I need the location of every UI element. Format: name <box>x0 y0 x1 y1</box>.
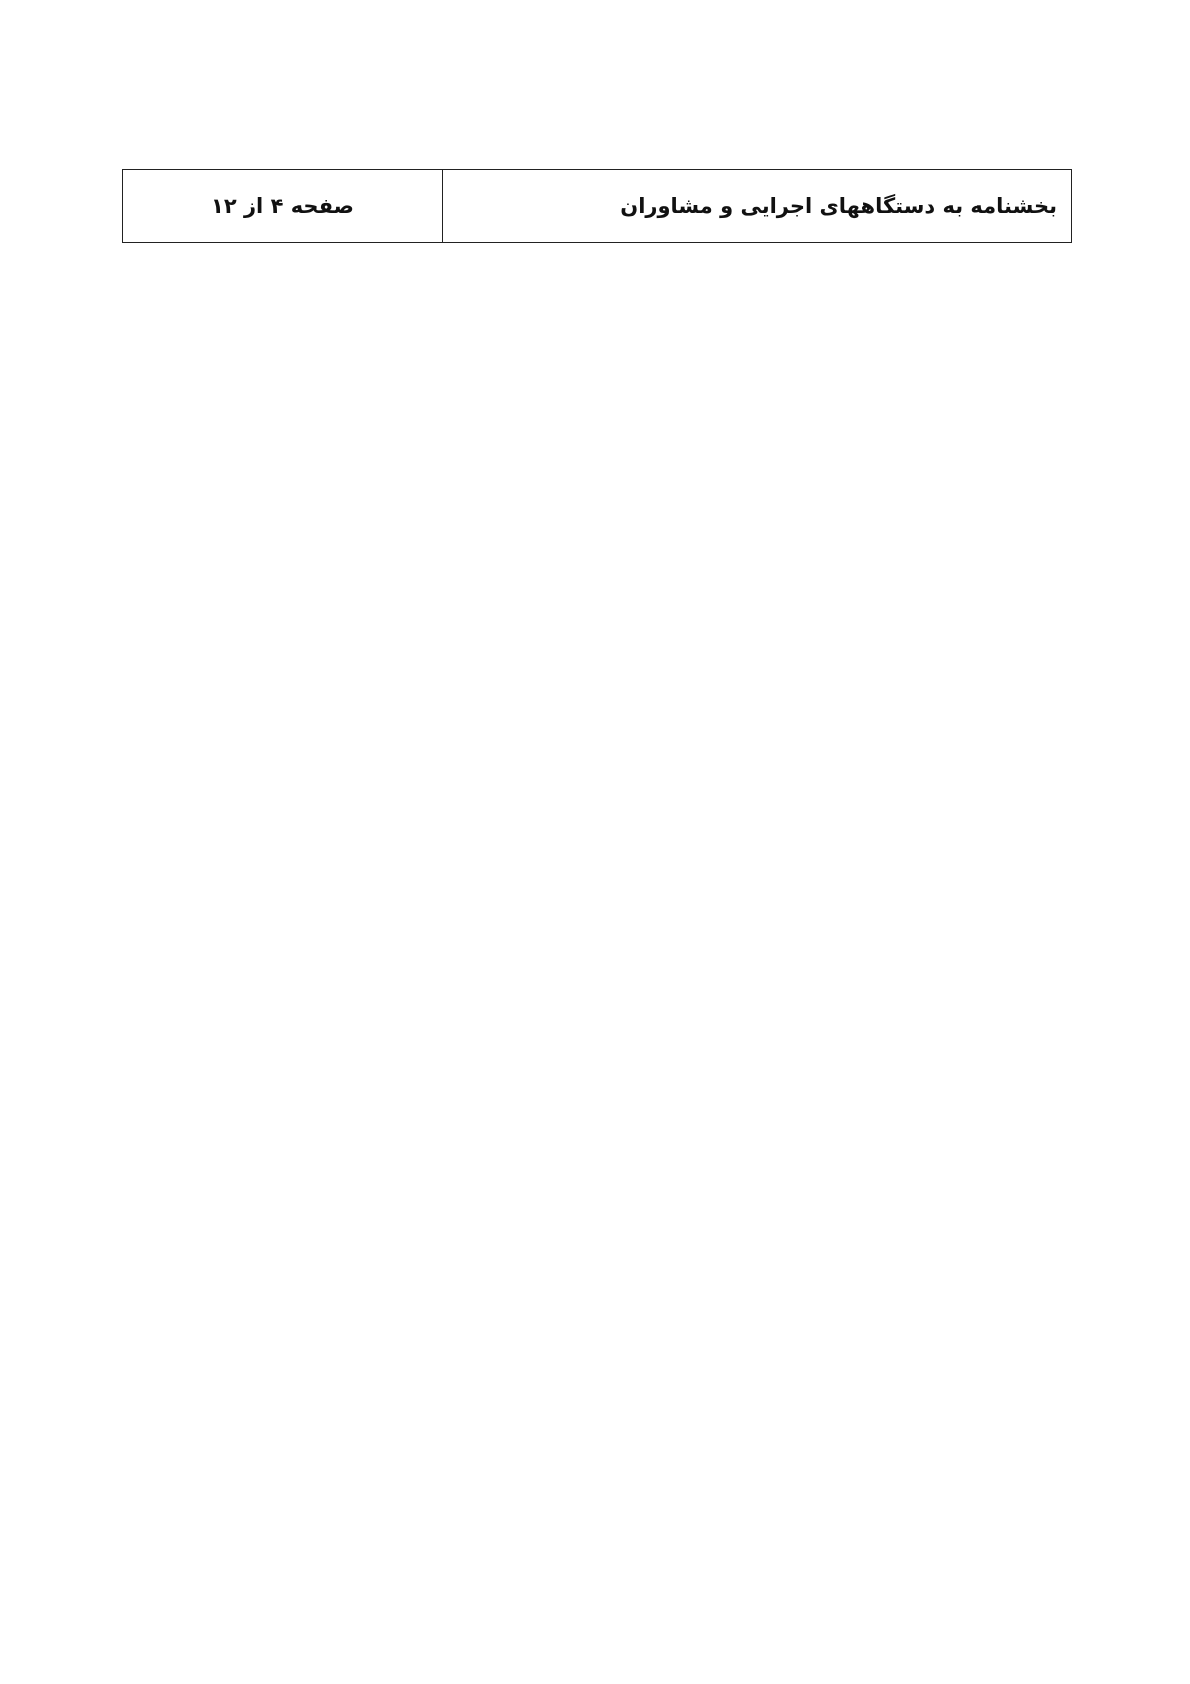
page-number: صفحه ۴ از ۱۲ <box>123 170 443 243</box>
circular-title: بخشنامه به دستگاههای اجرایی و مشاوران <box>443 170 1072 243</box>
header-row <box>123 170 1072 243</box>
header-table <box>122 169 1072 243</box>
